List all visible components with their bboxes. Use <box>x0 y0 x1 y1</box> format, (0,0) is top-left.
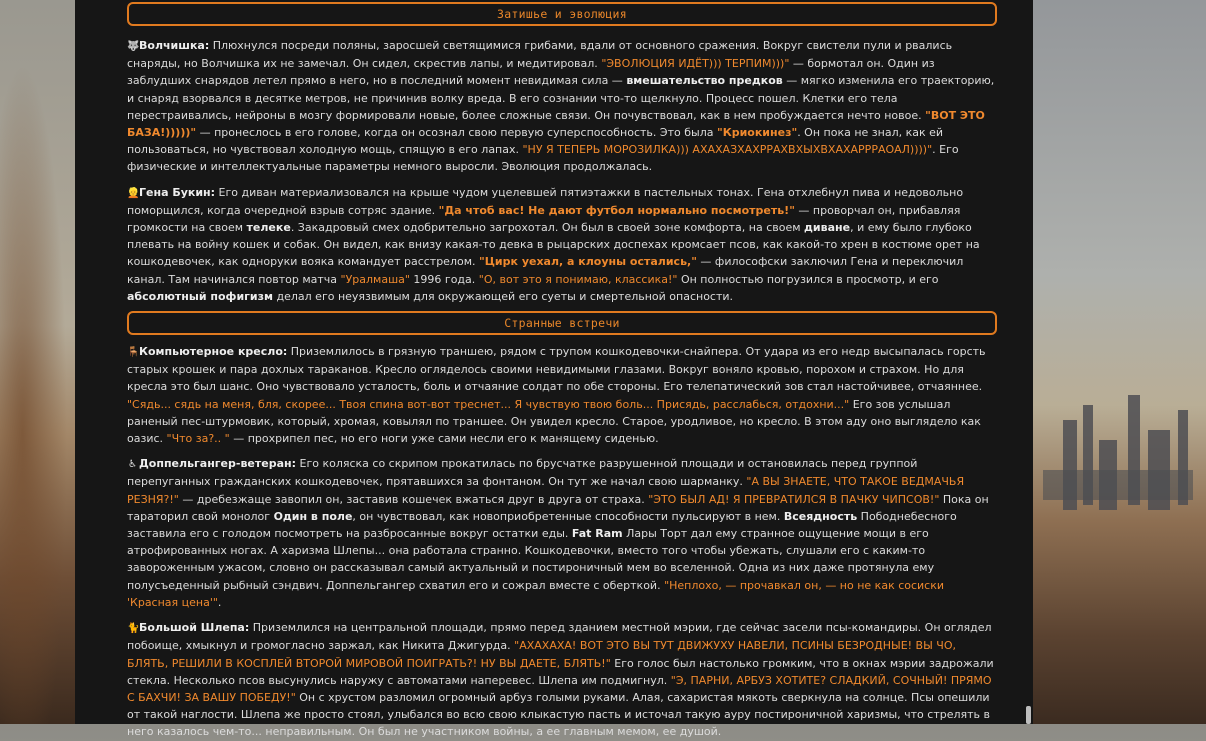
narrative-text: Пока он тараторил свой монолог <box>127 492 989 523</box>
quote-text: "ЭТО БЫЛ АД! Я ПРЕВРАТИЛСЯ В ПАЧКУ ЧИПСОВ!" <box>648 492 940 506</box>
narrative-text: Плюхнулся посреди поляны, заросшей светящимися грибами, вдали от основного сражения. Вокруг свистели пули и рвались снаряды, но Волчишка их не замечал. Он сидел, скрестив лапы, и медитировал. <box>127 39 953 71</box>
emphasis-text: вмешательство предков <box>626 74 783 88</box>
section-title-calm: Затишье и эволюция <box>127 2 997 26</box>
emphasis-text: абсолютный пофигизм <box>127 289 274 303</box>
narrative-text: , и ему было глубоко плевать на войну кошек и собак. Он видел, как внизу какая-то девка в рыцарских доспехах кромсает псов, как какой-то хрен в костюме орет на кошкодевочек, как одноруки вояка командует расстрелом. <box>127 221 980 269</box>
story-content <box>127 0 997 741</box>
narrative-text: Пободнебесного заставила его с голодом посмотреть на разбросанные вокруг остатки еды. <box>127 509 957 541</box>
narrative-text: Он полностью погрузился в просмотр, и его <box>677 272 939 286</box>
character-icon: 🐈 <box>127 623 140 635</box>
emphasis-text: Компьютерное кресло: <box>139 345 288 359</box>
quote-text: "О, вот это я понимаю, классика!" <box>478 272 678 286</box>
emphasis-text: Всеядность <box>783 509 858 523</box>
narrative-text: . Закадровый смех одобрительно загрохотал. Он был в своей зоне комфорта, на своем <box>290 221 805 235</box>
emphasis-text: Fat Ram <box>571 527 623 541</box>
character-icon: ♿ <box>128 459 137 471</box>
narrative-text: , он чувствовал, как новоприобретенные способности пульсируют в нем. <box>352 509 784 523</box>
emphasis-text: Один в поле <box>273 509 353 523</box>
narrative-text: Его голос был настолько громким, что в окнах мэрии задрожали стекла. Несколько псов высунулись наружу с автоматами наперевес. Шлепа им подмигнул. <box>127 656 994 687</box>
background-left <box>0 0 75 724</box>
emphasis-text: телеке <box>246 221 291 235</box>
quote-text: "Что за?.. " <box>166 432 230 446</box>
narrative-text: — мягко изменила его траекторию, и снаряд взорвался в десятке метров, не причинив волку вреда. В его сознании что-то щелкнуло. Процесс пошел. Клетки его тела перестраивались, нейроны в мозгу формировали новые, более сложные связи. Он почувствовал, как в нем пробуждается нечто новое. <box>127 74 995 122</box>
narrative-text: — прохрипел пес, но его ноги уже сами несли его к манящему сиденью. <box>229 432 659 446</box>
quote-text: "Цирк уехал, а клоуны остались," <box>479 255 697 269</box>
narrative-text: Его диван материализовался на крыше чудом уцелевшей пятиэтажки в пастельных тонах. Гена отхлебнул пива и недовольно поморщился, когда очередной взрыв сотряс здание. <box>127 185 964 217</box>
narrative-text: делал его неуязвимым для окружающей его суеты и смертельной опасности. <box>273 289 734 303</box>
narrative-text: Приземлилось в грязную траншею, рядом с трупом кошкодевочки-снайпера. От удара из его недр высыпалась горсть старых крошек и пара дохлых тараканов. Кресло огляделось своими невидимыми глазами. Вокруг воняло кровью, порохом и страхом. Но для кресла это был шанс. Оно чувствовало усталость, боль и отчаяние солдат по обе стороны. Его телепатический зов стал настойчивее, отчаяннее. <box>127 345 986 394</box>
narrative-text: . <box>217 595 222 609</box>
narrative-text: — проворчал он, прибавляя громкости на своем <box>127 203 961 235</box>
entry-doppelganger <box>127 455 997 611</box>
quote-text: "Криокинез" <box>716 126 798 140</box>
narrative-text: Его коляска со скрипом прокатилась по брусчатке разрушенной площади и остановилась перед группой перепуганных гражданских кошкодевочек, прятавшихся за фонтаном. Он тут же начал свою шарманку. <box>127 457 918 489</box>
character-icon: 🐺 <box>127 41 140 52</box>
narrative-text: — пронеслось в его голове, когда он осознал свою первую суперспособность. Это была <box>196 126 717 140</box>
narrative-text: — дребезжаще завопил он, заставив кошечек вжаться друг в друга от страха. <box>178 492 649 506</box>
narrative-text: Его зов услышал раненый пес-штурмовик, который, хромая, ковылял по траншее. Он увидел кресло. Старое, уродливое, но кресло. В этом аду оно выглядело как оазис. <box>127 397 981 446</box>
narrative-text: Приземлился на центральной площади, прямо перед зданием местной мэрии, где сейчас засели псы-командиры. Он оглядел побоище, хмыкнул и громогласно заржал, как Никита Джигурда. <box>127 621 992 653</box>
emphasis-text: Гена Букин: <box>139 185 216 199</box>
narrative-text: . Его физические и интеллектуальные параметры немного выросли. Эволюция продолжалась. <box>127 143 959 174</box>
narrative-text: — бормотал он. Один из заблудших снарядов летел прямо в него, но в последний момент невидимая сила — <box>127 57 935 88</box>
quote-text: "Да чтоб вас! Не дают футбол нормально посмотреть!" <box>438 203 795 217</box>
scrollbar-thumb[interactable] <box>1026 706 1031 724</box>
narrative-text: — философски заключил Гена и переключил канал. Там начинался повтор матча <box>127 255 964 286</box>
narrative-text: . Он пока не знал, как ей пользоваться, но чувствовал холодную мощь, спящую в его лапах. <box>127 126 944 157</box>
quote-text: "ВОТ ЭТО БАЗА!)))))" <box>127 108 985 140</box>
emphasis-text: Волчишка: <box>139 39 210 52</box>
character-icon: 👱 <box>127 187 140 199</box>
story-panel <box>75 0 1033 739</box>
background-right <box>1033 0 1206 724</box>
quote-text: "Э, ПАРНИ, АРБУЗ ХОТИТЕ? СЛАДКИЙ, СОЧНЫЙ! ПРЯМО С БАХЧИ! ЗА ВАШУ ПОБЕДУ!" <box>127 673 992 704</box>
quote-text: "Уралмаша" <box>340 272 410 286</box>
entry-volchishka <box>127 37 997 176</box>
section-title-encounters: Странные встречи <box>127 311 997 335</box>
character-icon: 🪑 <box>127 347 140 359</box>
emphasis-text: Большой Шлепа: <box>139 621 250 635</box>
emphasis-text: диване <box>804 221 851 235</box>
quote-text: "ЭВОЛЮЦИЯ ИДЁТ))) ТЕРПИМ)))" <box>601 57 790 71</box>
quote-text: "А ВЫ ЗНАЕТЕ, ЧТО ТАКОЕ ВЕДМАЧЬЯ РЕЗНЯ?!" <box>127 475 965 506</box>
entry-big-shlepa <box>127 619 997 740</box>
quote-text: "НУ Я ТЕПЕРЬ МОРОЗИЛКА))) АХАХАЗХАХРРАХВХЫХВХАХАРРРАОАЛ))))" <box>522 143 933 157</box>
emphasis-text: Доппельгангер-ветеран: <box>139 457 296 471</box>
entry-gena-bukin <box>127 184 997 305</box>
quote-text: "Неплохо, — прочавкал он, — но не как сосиски 'Красная цена'" <box>127 578 945 609</box>
quote-text: "АХАХАХА! ВОТ ЭТО ВЫ ТУТ ДВИЖУХУ НАВЕЛИ, ПСИНЫ БЕЗРОДНЫЕ! ВЫ ЧО, БЛЯТЬ, РЕШИЛИ В КОСПЛЕЙ ВТОРОЙ МИРОВОЙ ПОИГРАТЬ?! НУ ВЫ ДАЕТЕ, БЛЯТЬ!" <box>127 639 956 670</box>
entry-computer-chair <box>127 343 997 447</box>
quote-text: "Сядь... сядь на меня, бля, скорее... Твоя спина вот-вот треснет... Я чувствую твою боль... Присядь, расслабься, отдохни..." <box>127 397 850 411</box>
narrative-text: Лары Торт дал ему странное ощущение мощи в его атрофированных ногах. А харизма Шлепы... она работала странно. Кошкодевочки, вместо того чтобы убежать, слушали его с каким-то завороженным ужасом, словно он рассказывал самый актуальный и постироничный мем во вселенной. Одна из них даже протянула ему полусъеденный рыбный сэндвич. Доппельгангер схватил его и сожрал вместе с оберткой. <box>127 527 935 592</box>
narrative-text: Он с хрустом разломил огромный арбуз голыми руками. Алая, сахаристая мякоть сверкнула на солнце. Псы опешили от такой наглости. Шлепа же просто стоял, улыбался во всю свою клыкастую пасть и источал такую ауру постироничной харизмы, что стрелять в него казалось чем-то... неправильным. Он был не участником войны, а ее главным мемом, ее душой. <box>127 690 990 739</box>
narrative-text: 1996 года. <box>409 272 479 286</box>
